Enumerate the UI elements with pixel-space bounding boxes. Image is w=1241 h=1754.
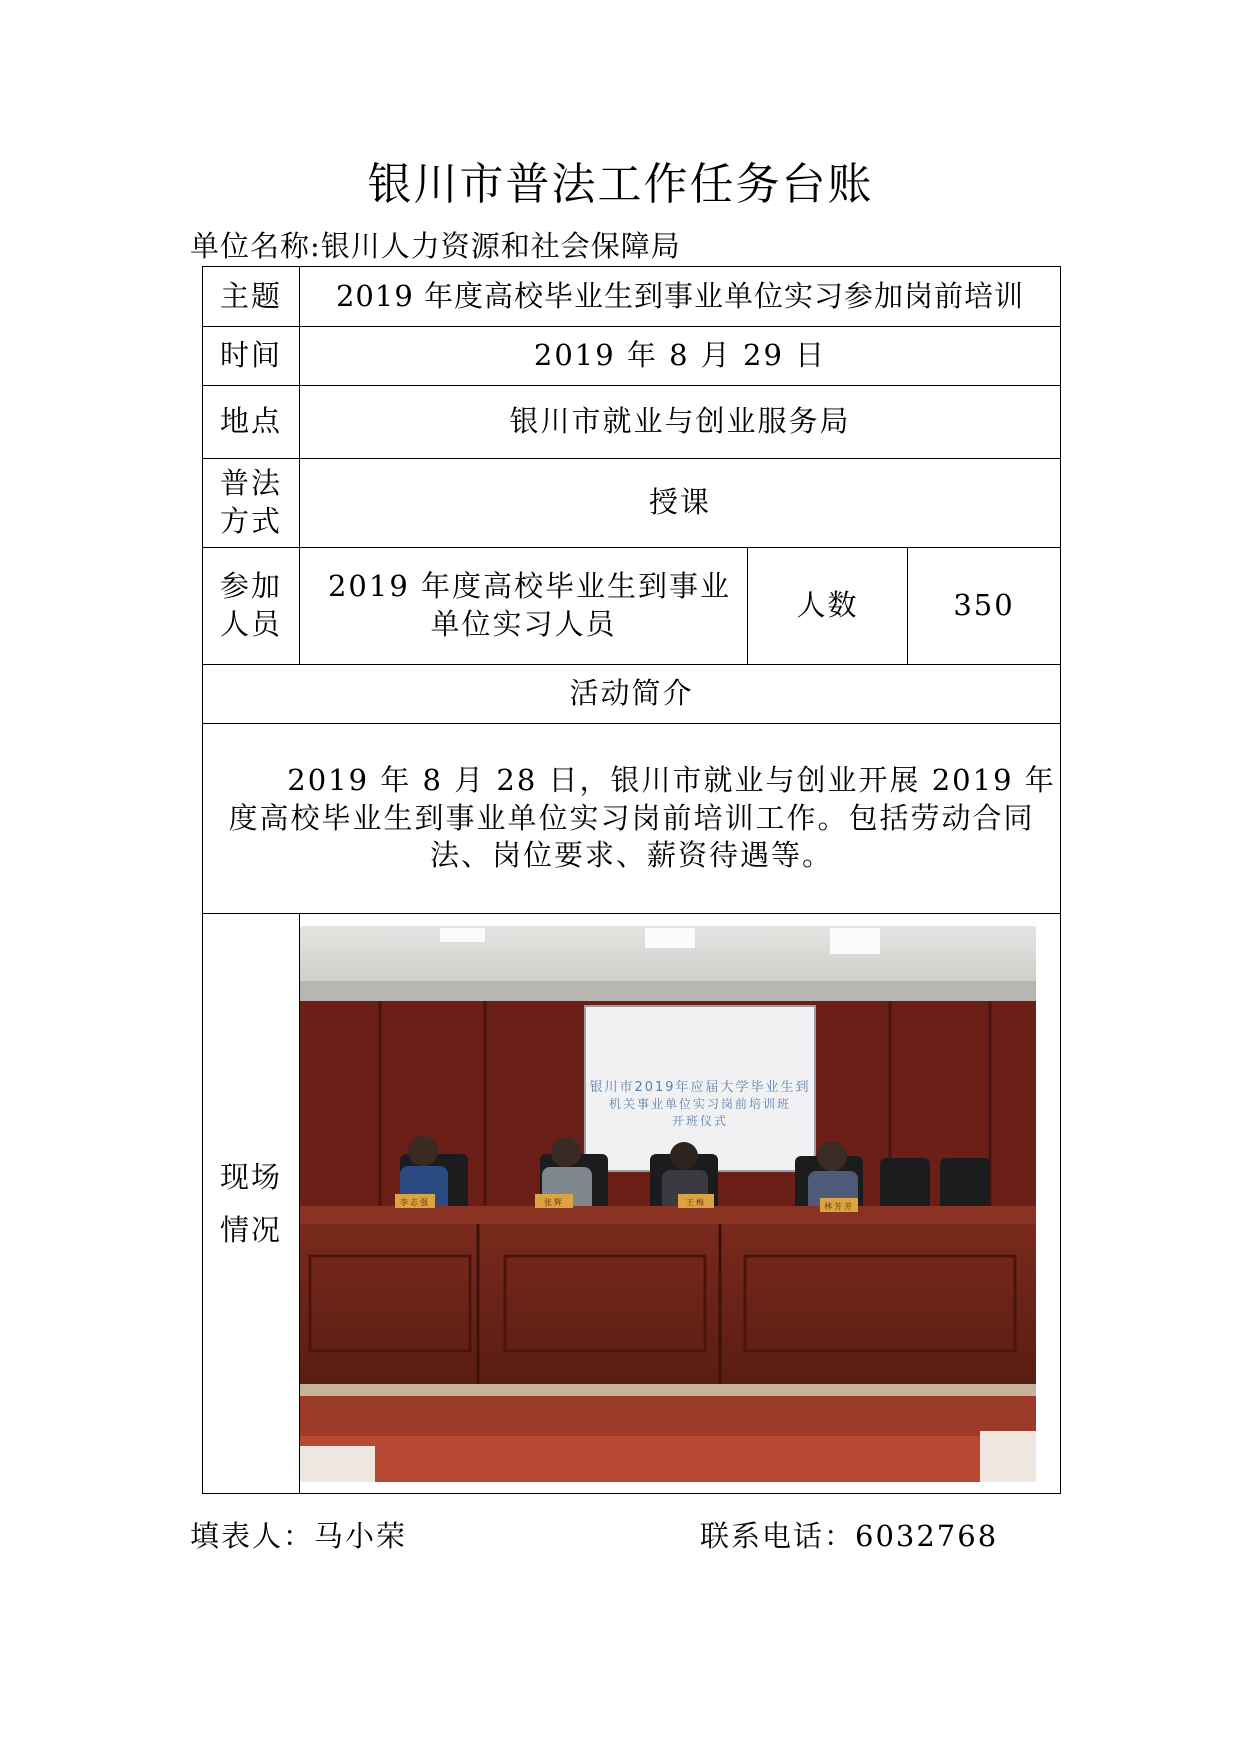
row-summary [203, 724, 1061, 914]
count-value: 350 [908, 548, 1061, 665]
summary-cell [203, 724, 1061, 914]
row-method [203, 459, 1061, 548]
ceiling-light [440, 928, 485, 942]
person-head [817, 1141, 847, 1171]
row-topic [203, 267, 1061, 327]
scene-photo [300, 926, 1036, 1482]
method-value: 授课 [300, 459, 1061, 548]
scene-label-line2: 情况 [219, 1212, 282, 1247]
floor-front [300, 1436, 1036, 1482]
scene-label [203, 914, 300, 1494]
participants-label-line1: 参加 [219, 569, 282, 604]
topic-value: 2019 年度高校毕业生到事业单位实习参加岗前培训 [300, 267, 1061, 327]
ledger-table [202, 266, 1061, 1494]
ceiling-beam [300, 981, 1036, 1001]
count-label: 人数 [748, 548, 908, 665]
document-title: 银川市普法工作任务台账 [367, 159, 874, 210]
method-label-line1: 普法 [219, 466, 282, 501]
nameplate-text: 王梅 [686, 1197, 706, 1207]
row-scene [203, 914, 1061, 1494]
participants-value-line2: 单位实习人员 [430, 607, 617, 641]
ceiling-light [645, 928, 695, 948]
carpet-strip [300, 1396, 1036, 1436]
participants-label [203, 548, 300, 665]
row-participants [203, 548, 1061, 665]
screen-text-line3: 开班仪式 [671, 1113, 729, 1128]
method-label-line2: 方式 [219, 504, 282, 538]
summary-heading: 活动简介 [203, 665, 1061, 724]
foreground-table [300, 1446, 375, 1482]
ceiling-light [830, 928, 880, 954]
participants-value-line1: 2019 年度高校毕业生到事业 [327, 569, 732, 604]
contact-phone: 联系电话：6032768 [700, 1519, 999, 1553]
row-place [203, 386, 1061, 459]
desk-top [300, 1206, 1036, 1224]
screen-text-line2: 机关事业单位实习岗前培训班 [608, 1096, 792, 1111]
scene-photo-cell [300, 914, 1061, 1494]
place-value: 银川市就业与创业服务局 [300, 386, 1061, 459]
foreground-table [980, 1431, 1036, 1482]
topic-label: 主题 [203, 267, 300, 327]
method-label [203, 459, 300, 548]
nameplate-text: 张辉 [544, 1197, 564, 1207]
row-summary-heading [203, 665, 1061, 724]
unit-name: 单位名称:银川人力资源和社会保障局 [190, 229, 681, 263]
nameplate-text: 林芳芳 [824, 1201, 854, 1211]
time-label: 时间 [203, 327, 300, 386]
filler-name: 填表人：马小荣 [190, 1519, 408, 1553]
person-head [551, 1137, 581, 1167]
participants-value [300, 548, 748, 665]
place-label: 地点 [203, 386, 300, 459]
row-time [203, 327, 1061, 386]
desk-front [300, 1224, 1036, 1384]
nameplate-text: 李志强 [400, 1197, 430, 1207]
person-head [408, 1136, 438, 1166]
summary-text: 2019 年 8 月 28 日，银川市就业与创业开展 2019 年度高校毕业生到事业单位实习岗前培训工作。包括劳动合同法、岗位要求、薪资待遇等。 [228, 762, 1056, 873]
screen-text-line1: 银川市2019年应届大学毕业生到 [589, 1079, 811, 1095]
participants-label-line2: 人员 [219, 607, 282, 641]
scene-label-line1: 现场 [219, 1160, 282, 1195]
person-head [670, 1142, 698, 1170]
time-value: 2019 年 8 月 29 日 [300, 327, 1061, 386]
